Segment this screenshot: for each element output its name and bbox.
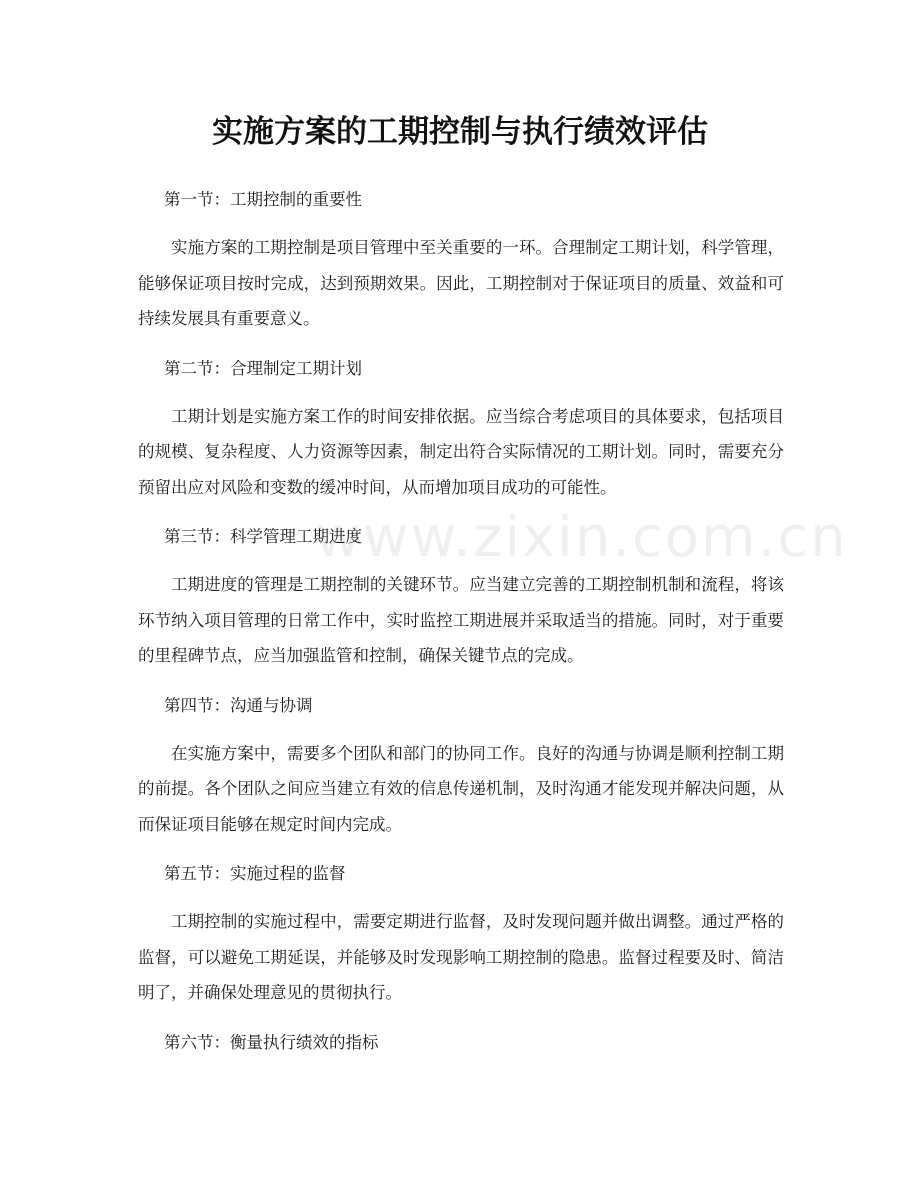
section-heading-3: 第三节：科学管理工期进度 [164,527,362,546]
document-body [138,181,784,1062]
section-paragraph-3: 工期进度的管理是工期控制的关键环节。应当建立完善的工期控制机制和流程，将该环节纳入项目管理的日常工作中，实时监控工期进展并采取适当的措施。同时，对于重要的里程碑节点，应当加强监管和控制，确保关键节点的完成。 [138,575,784,665]
section-heading-6: 第六节：衡量执行绩效的指标 [164,1032,379,1052]
document-title: 实施方案的工期控制与执行绩效评估 [212,114,708,150]
section-paragraph-1: 实施方案的工期控制是项目管理中至关重要的一环。合理制定工期计划，科学管理，能够保证项目按时完成，达到预期效果。因此，工期控制对于保证项目的质量、效益和可持续发展具有重要意义。 [138,238,784,328]
section-paragraph-4: 在实施方案中，需要多个团队和部门的协同工作。良好的沟通与协调是顺利控制工期的前提。各个团队之间应当建立有效的信息传递机制，及时沟通才能发现并解决问题，从而保证项目能够在规定时间内完成。 [138,743,784,834]
section-heading-1: 第一节：工期控制的重要性 [164,190,362,209]
watermark: www.zixin.com.cn [315,505,848,570]
section-paragraph-2: 工期计划是实施方案工作的时间安排依据。应当综合考虑项目的具体要求，包括项目的规模、复杂程度、人力资源等因素，制定出符合实际情况的工期计划。同时，需要充分预留出应对风险和变数的缓冲时间，从而增加项目成功的可能性。 [138,406,784,497]
section-heading-5: 第五节：实施过程的监督 [164,864,346,883]
section-paragraph-5: 工期控制的实施过程中，需要定期进行监督，及时发现问题并做出调整。通过严格的监督，可以避免工期延误，并能够及时发现影响工期控制的隐患。监督过程要及时、简洁明了，并确保处理意见的贯彻执行。 [138,912,784,1002]
section-heading-2: 第二节：合理制定工期计划 [164,358,362,378]
section-heading-4: 第四节：沟通与协调 [164,695,313,715]
